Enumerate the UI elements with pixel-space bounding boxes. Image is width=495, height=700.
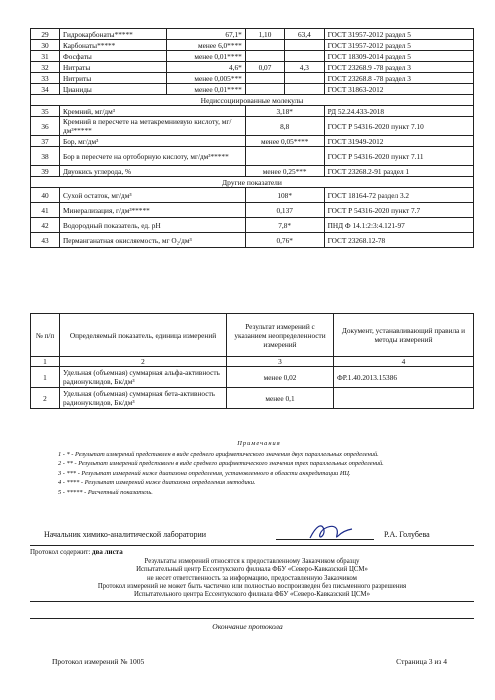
- row-value: 0,76*: [245, 233, 324, 248]
- table-row: [31, 106, 474, 117]
- note-item: 4 - **** - Результат измерений ниже диапазона определения методики.: [58, 479, 256, 486]
- row-value: [245, 147, 324, 166]
- table-row: [31, 218, 474, 233]
- signatory-name: Р.А. Голубева: [384, 530, 430, 539]
- note-item: 2 - ** - Результат измерений представлен в виде среднего арифметического значения трех параллельных определений.: [58, 460, 384, 467]
- row-value-mmol: [245, 84, 284, 95]
- row-num: 29: [31, 29, 60, 40]
- row-value: менее 0,1: [227, 388, 334, 409]
- protocol-end: Окончание протокола: [212, 622, 283, 631]
- row-value-mmol: 1,10: [245, 29, 284, 40]
- row-num: 32: [31, 62, 60, 73]
- row-value: 0,137: [245, 203, 324, 218]
- contains-label: Протокол содержит:: [30, 548, 91, 556]
- row-value-percent: [285, 84, 324, 95]
- radiology-colnum-row: [31, 357, 474, 367]
- footer-protocol-number: Протокол измерений № 1005: [52, 657, 145, 666]
- row-document: ГОСТ 18309-2014 раздел 5: [324, 51, 473, 62]
- row-value: 67,1*: [167, 29, 246, 40]
- table-row: [31, 84, 474, 95]
- table-row: [31, 188, 474, 203]
- row-value-mmol: [245, 51, 284, 62]
- disclaimer-line: Испытательный центр Ессентукского филиала ФБУ «Северо-Кавказский ЦСМ»: [136, 566, 368, 574]
- row-num: 41: [31, 203, 60, 218]
- row-document: [334, 388, 474, 409]
- row-value-percent: [285, 51, 324, 62]
- row-name: Водородный показатель, ед. pH: [60, 218, 246, 233]
- row-name: Бор в пересчете на ортоборную кислоту, мг/дм³*****: [60, 147, 246, 166]
- table-row: [31, 40, 474, 51]
- row-document: ГОСТ Р 54316-2020 пункт 7.10: [324, 117, 473, 136]
- row-document: ПНД Ф 14.1:2:3:4.121-97: [324, 218, 473, 233]
- row-name: Перманганатная окисляемость, мг O₂/дм³: [60, 233, 246, 248]
- contains-value: два листа: [92, 548, 123, 556]
- table-row: [31, 388, 474, 409]
- protocol-disclaimer: [30, 558, 474, 599]
- row-value-percent: [285, 40, 324, 51]
- header-document: Документ, устанавливающий правила и методы измерений: [334, 314, 474, 357]
- colnum-4: 4: [334, 357, 474, 367]
- signature-block: [44, 530, 474, 539]
- table-row: [31, 117, 474, 136]
- footer-page-number: Страница 3 из 4: [396, 657, 447, 666]
- row-num: 36: [31, 117, 60, 136]
- row-name: Цианиды: [60, 84, 167, 95]
- note-item: 1 - * - Результат измерений представлен в виде среднего арифметического значения двух параллельных определений.: [58, 450, 379, 458]
- disclaimer-line: Испытательного центра Ессентукского филиала ФБУ «Северо-Кавказский ЦСМ»: [134, 591, 370, 599]
- row-value: 4,6*: [167, 62, 246, 73]
- row-document: ГОСТ 31949-2012: [324, 136, 473, 147]
- table-row: [31, 367, 474, 388]
- row-document: ГОСТ 23268.8 -78 раздел 3: [324, 73, 473, 84]
- row-value-mmol: [245, 73, 284, 84]
- row-document: ГОСТ 18164-72 раздел 3.2: [324, 188, 473, 203]
- header-indicator: Определяемый показатель, единица измерений: [60, 314, 227, 357]
- row-document: ГОСТ 31957-2012 раздел 5: [324, 40, 473, 51]
- notes-section: [44, 439, 474, 497]
- row-document: ГОСТ 23268.9 -78 раздел 3: [324, 62, 473, 73]
- row-num: 34: [31, 84, 60, 95]
- row-name: Гидрокарбонаты*****: [60, 29, 167, 40]
- row-document: ГОСТ 23268.2-91 раздел 1: [324, 166, 473, 177]
- results-table: [30, 28, 474, 248]
- row-num: 43: [31, 233, 60, 248]
- table-row: [31, 51, 474, 62]
- row-name: Карбонаты*****: [60, 40, 167, 51]
- row-value: менее 6,0****: [167, 40, 246, 51]
- row-name: Кремний в пересчете на метакремниевую кислоту, мг/дм³*****: [60, 117, 246, 136]
- signatory-title: Начальник химико-аналитической лаборатории: [44, 530, 207, 539]
- row-value-mmol: [245, 40, 284, 51]
- row-num: 37: [31, 136, 60, 147]
- row-value: менее 0,05****: [245, 136, 324, 147]
- row-name: Бор, мг/дм³: [60, 136, 246, 147]
- row-value: менее 0,005***: [167, 73, 246, 84]
- table-row: [31, 203, 474, 218]
- row-name: Сухой остаток, мг/дм³: [60, 188, 246, 203]
- row-name: Удельная (объемная) суммарная бета-активность радионуклидов, Бк/дм³: [60, 388, 227, 409]
- row-value-percent: 63,4: [285, 29, 324, 40]
- row-name: Фосфаты: [60, 51, 167, 62]
- handwritten-signature: [306, 520, 356, 544]
- row-name: Минерализация, г/дм³*****: [60, 203, 246, 218]
- table-row: [31, 95, 474, 106]
- row-name: Нитраты: [60, 62, 167, 73]
- row-value: 108*: [245, 188, 324, 203]
- protocol-info-box: [30, 545, 474, 602]
- disclaimer-line: не несет ответственность за информацию, предоставленную Заказчиком: [147, 574, 357, 582]
- row-num: 39: [31, 166, 60, 177]
- header-num: № п/п: [31, 314, 60, 357]
- section-heading: Другие показатели: [31, 177, 474, 188]
- row-num: 30: [31, 40, 60, 51]
- row-name: Двуокись углерода, %: [60, 166, 246, 177]
- row-name: Кремний, мг/дм³: [60, 106, 246, 117]
- colnum-2: 2: [60, 357, 227, 367]
- table-row: [31, 136, 474, 147]
- row-document: ГОСТ 23268.12-78: [324, 233, 473, 248]
- row-document: ГОСТ 31863-2012: [324, 84, 473, 95]
- row-value: 8,8: [245, 117, 324, 136]
- note-item: 3 - *** - Результат измерений ниже диапазона определения, установленного в области аккредитации ИЦ.: [58, 469, 351, 477]
- row-num: 42: [31, 218, 60, 233]
- radiology-table: [30, 313, 474, 409]
- notes-title: Примечания: [237, 440, 281, 447]
- row-document: РД 52.24.433-2018: [324, 106, 473, 117]
- row-value: менее 0,25***: [245, 166, 324, 177]
- row-document: ГОСТ Р 54316-2020 пункт 7.11: [324, 147, 473, 166]
- table-row: [31, 166, 474, 177]
- row-num: 1: [31, 367, 60, 388]
- row-value: 7,8*: [245, 218, 324, 233]
- row-document: ФР.1.40.2013.15386: [334, 367, 474, 388]
- radiology-header-row: [31, 314, 474, 357]
- colnum-3: 3: [227, 357, 334, 367]
- table-row: [31, 73, 474, 84]
- protocol-contains: [30, 548, 123, 556]
- colnum-1: 1: [31, 357, 60, 367]
- header-result: Результат измерений с указанием неопределенности измерений: [227, 314, 334, 357]
- table-row: [31, 29, 474, 40]
- row-value: менее 0,01****: [167, 84, 246, 95]
- row-value-mmol: 0,07: [245, 62, 284, 73]
- table-row: [31, 147, 474, 166]
- row-num: 31: [31, 51, 60, 62]
- row-document: ГОСТ 31957-2012 раздел 5: [324, 29, 473, 40]
- row-num: 38: [31, 147, 60, 166]
- row-value: 3,18*: [245, 106, 324, 117]
- row-name: Нитриты: [60, 73, 167, 84]
- row-value: менее 0,01****: [167, 51, 246, 62]
- row-num: 2: [31, 388, 60, 409]
- disclaimer-line: Протокол измерений не может быть частично или полностью воспроизведен без письменного разрешения: [97, 582, 407, 590]
- disclaimer-line: Результаты измерений относятся к предоставленному Заказчиком образцу: [144, 558, 360, 565]
- table-row: [31, 62, 474, 73]
- row-num: 35: [31, 106, 60, 117]
- section-heading: Недиссоциированные молекулы: [31, 95, 474, 106]
- note-item: 5 - ***** - Расчетный показатель.: [58, 488, 153, 496]
- row-num: 40: [31, 188, 60, 203]
- row-value: менее 0,02: [227, 367, 334, 388]
- row-value-percent: 4,3: [285, 62, 324, 73]
- row-value-percent: [285, 73, 324, 84]
- table-row: [31, 233, 474, 248]
- divider: [30, 618, 474, 619]
- row-document: ГОСТ Р 54316-2020 пункт 7.7: [324, 203, 473, 218]
- table-row: [31, 177, 474, 188]
- row-name: Удельная (объемная) суммарная альфа-активность радионуклидов, Бк/дм³: [60, 367, 227, 388]
- row-num: 33: [31, 73, 60, 84]
